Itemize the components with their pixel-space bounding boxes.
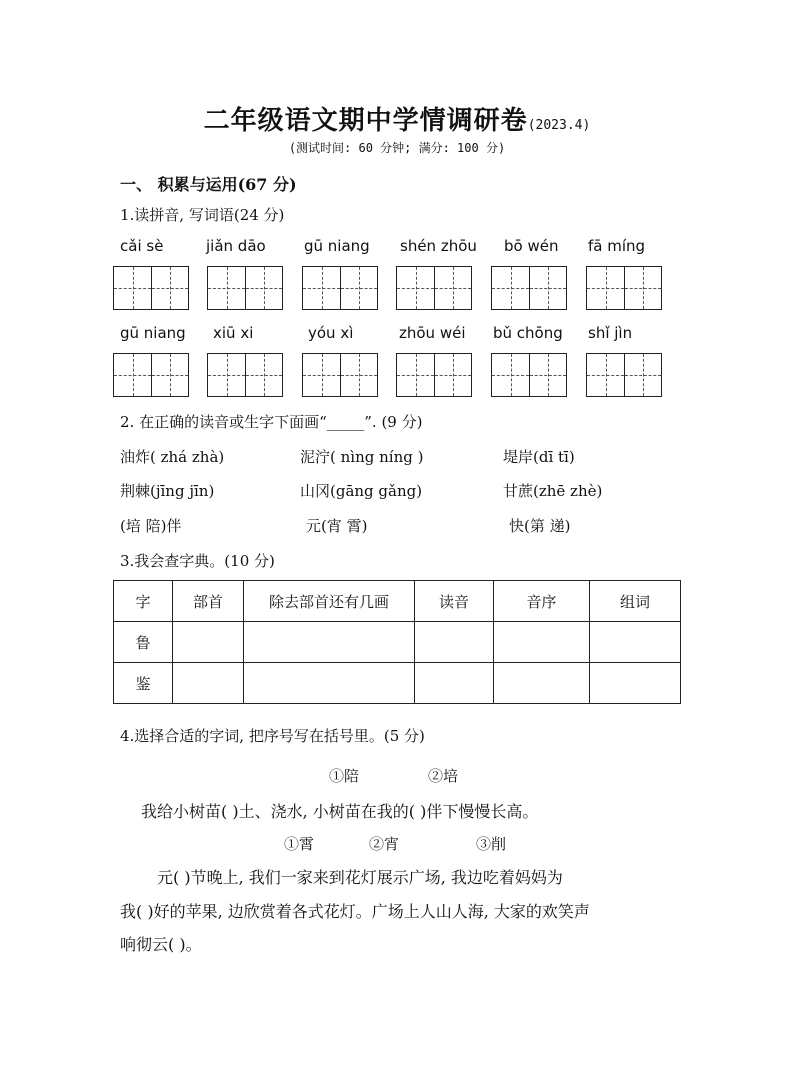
dictionary-table <box>113 580 681 704</box>
pinyin-label: fā míng <box>588 237 646 255</box>
question-4-title: 4.选择合适的字词, 把序号写在括号里。(5 分) <box>120 727 425 745</box>
writing-grid[interactable] <box>491 266 567 310</box>
writing-grid[interactable] <box>396 353 472 397</box>
exam-subtitle: (测试时间: 60 分钟; 满分: 100 分) <box>288 141 506 155</box>
section-heading: 一、 积累与运用(67 分) <box>120 175 297 194</box>
reading-option[interactable]: 堤岸(dī tī) <box>503 448 575 466</box>
writing-grid[interactable] <box>113 266 189 310</box>
question-3-title: 3.我会查字典。(10 分) <box>120 552 275 570</box>
choice-option: ③削 <box>476 835 507 853</box>
table-cell-character: 鲁 <box>114 622 173 663</box>
answer-cell[interactable] <box>590 622 681 663</box>
table-header: 部首 <box>173 581 244 622</box>
reading-option[interactable]: 山冈(gāng gǎng) <box>300 482 423 500</box>
character-option[interactable]: 快(第 递) <box>509 517 571 535</box>
answer-cell[interactable] <box>173 622 244 663</box>
writing-grid[interactable] <box>586 266 662 310</box>
pinyin-label: shǐ jìn <box>588 324 633 342</box>
writing-grid[interactable] <box>113 353 189 397</box>
exam-title: 二年级语文期中学情调研卷 <box>203 106 528 136</box>
writing-grid[interactable] <box>586 353 662 397</box>
character-option[interactable]: 元(宵 霄) <box>306 517 368 535</box>
writing-grid[interactable] <box>302 353 378 397</box>
pinyin-label: zhōu wéi <box>399 324 466 342</box>
writing-grid[interactable] <box>491 353 567 397</box>
choice-option: ①霄 <box>284 835 315 853</box>
writing-grid[interactable] <box>207 266 283 310</box>
table-header-row <box>114 581 681 622</box>
table-header: 音序 <box>494 581 590 622</box>
reading-option[interactable]: 泥泞( nìng níng ) <box>300 448 424 466</box>
table-row <box>114 663 681 704</box>
pinyin-label: bō wén <box>504 237 559 255</box>
answer-cell[interactable] <box>244 622 415 663</box>
reading-option[interactable]: 油炸( zhá zhà) <box>120 448 225 466</box>
question-2-title: 2. 在正确的读音或生字下面画“_____”. (9 分) <box>120 413 423 431</box>
pinyin-label: xiū xi <box>213 324 254 342</box>
table-header: 读音 <box>415 581 494 622</box>
pinyin-label: jiǎn dāo <box>206 237 266 255</box>
page-title <box>0 100 794 137</box>
writing-grid[interactable] <box>302 266 378 310</box>
sentence-text: 我给小树苗( )土、浇水, 小树苗在我的( )伴下慢慢长高。 <box>141 802 539 821</box>
table-header: 组词 <box>590 581 681 622</box>
answer-cell[interactable] <box>244 663 415 704</box>
paragraph-line: 我( )好的苹果, 边欣赏着各式花灯。广场上人山人海, 大家的欢笑声 <box>120 902 590 921</box>
writing-grid[interactable] <box>396 266 472 310</box>
paragraph-line: 响彻云( )。 <box>120 935 202 954</box>
pinyin-label: gū niang <box>304 237 370 255</box>
table-row <box>114 622 681 663</box>
pinyin-label: gū niang <box>120 324 186 342</box>
table-header: 除去部首还有几画 <box>244 581 415 622</box>
answer-cell[interactable] <box>415 622 494 663</box>
pinyin-label: cǎi sè <box>120 237 164 255</box>
pinyin-label: bǔ chōng <box>493 324 563 342</box>
answer-cell[interactable] <box>494 663 590 704</box>
answer-cell[interactable] <box>590 663 681 704</box>
answer-cell[interactable] <box>173 663 244 704</box>
exam-date: (2023.4) <box>527 118 591 133</box>
question-1-title: 1.读拼音, 写词语(24 分) <box>120 206 285 224</box>
character-option[interactable]: (培 陪)伴 <box>120 517 182 535</box>
answer-cell[interactable] <box>415 663 494 704</box>
paragraph-line: 元( )节晚上, 我们一家来到花灯展示广场, 我边吃着妈妈为 <box>157 868 563 887</box>
choice-option: ①陪 <box>329 767 360 785</box>
choice-option: ②宵 <box>369 835 400 853</box>
answer-cell[interactable] <box>494 622 590 663</box>
writing-grid[interactable] <box>207 353 283 397</box>
pinyin-label: yóu xì <box>308 324 354 342</box>
choice-option: ②培 <box>428 767 459 785</box>
table-header: 字 <box>114 581 173 622</box>
reading-option[interactable]: 荆棘(jīng jīn) <box>120 482 215 500</box>
table-cell-character: 鉴 <box>114 663 173 704</box>
pinyin-label: shén zhōu <box>400 237 477 255</box>
reading-option[interactable]: 甘蔗(zhē zhè) <box>503 482 603 500</box>
